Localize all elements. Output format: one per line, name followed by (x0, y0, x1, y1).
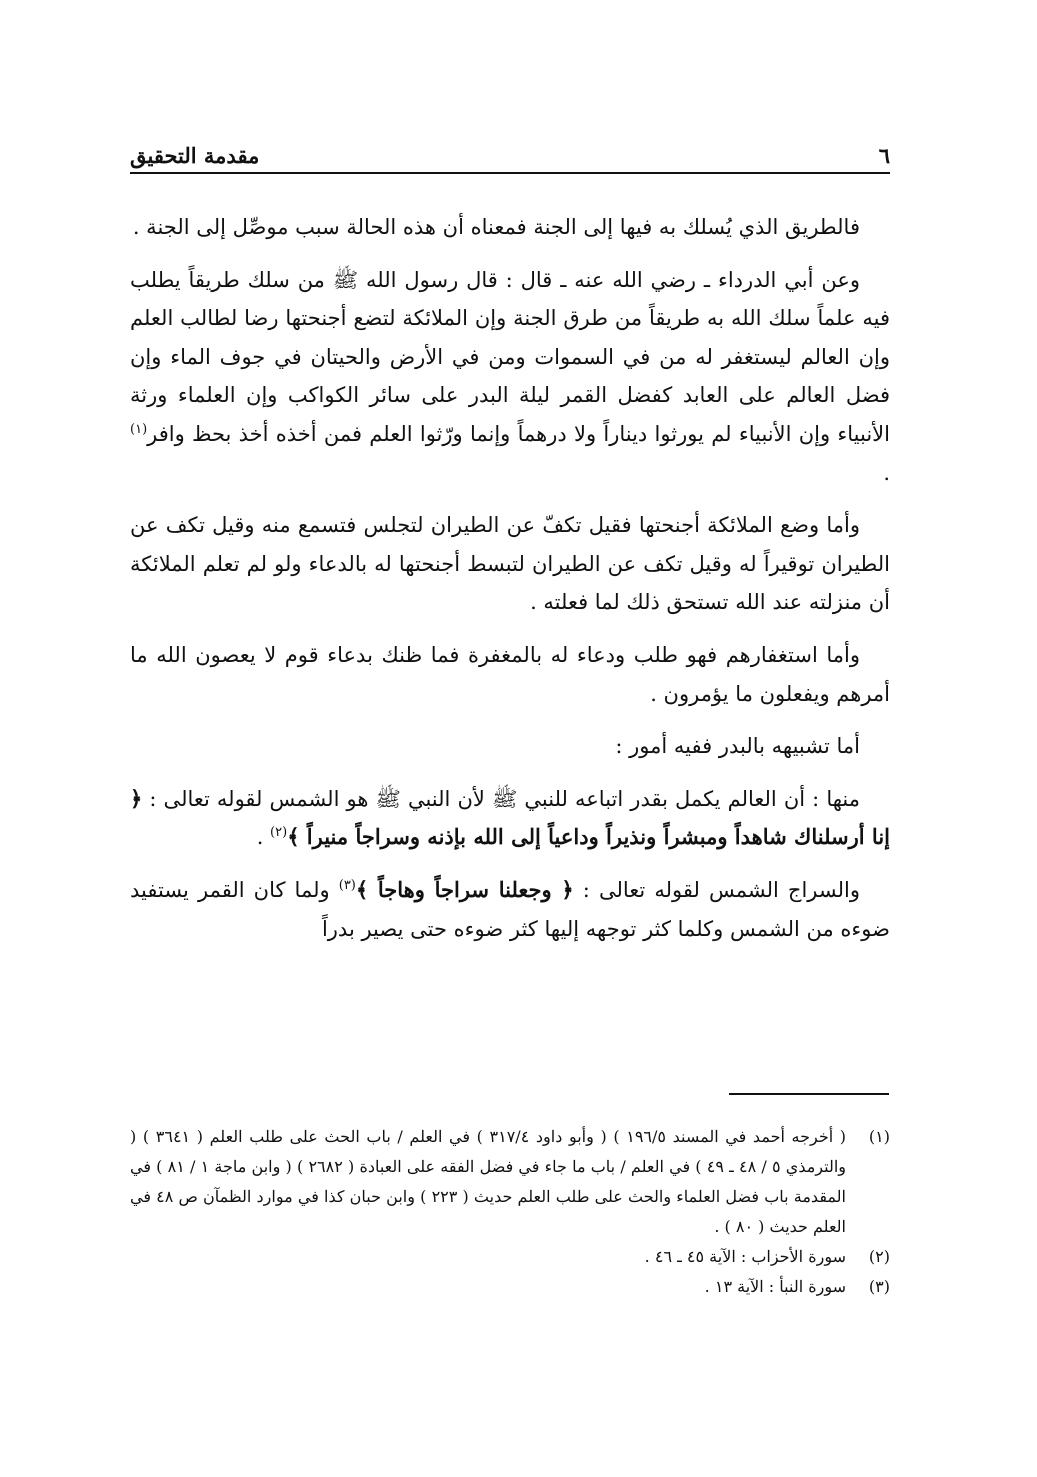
page-number: ٦ (878, 143, 890, 168)
paragraph: أما تشبيهه بالبدر ففيه أمور : (615, 734, 860, 759)
paragraph: وأما استغفارهم فهو طلب ودعاء له بالمغفرة فما ظنك بدعاء قوم لا يعصون الله ما أمرهم ويفعلون ما يؤمرون . (130, 642, 890, 706)
paragraph: فالطريق الذي يُسلك به فيها إلى الجنة فمعناه أن هذه الحالة سبب موصِّل إلى الجنة . (132, 215, 860, 239)
footnote-ref[interactable]: (١) (130, 421, 148, 437)
page-header (130, 134, 890, 168)
footnote-item (130, 1242, 890, 1272)
quran-quote: ﴿ إنا أرسلناك شاهداً ومبشراً ونذيراً وداعياً إلى الله بإذنه وسراجاً منيراً ﴾ (130, 785, 890, 850)
footnote-number: (٢) (868, 1247, 890, 1266)
paragraph: والسراج الشمس لقوله تعالى : ﴿ وجعلنا سراجاً وهاجاً ﴾$^{(٣)}$ ولما كان القمر يستفيد ضوءه من الشمس وكلما كثر توجهه إليها كثر ضوءه حتى يصير بدراً (130, 876, 890, 941)
footnote-item (130, 1122, 890, 1242)
paragraph: وأما وضع الملائكة أجنحتها فقيل تكفّ عن الطيران لتجلس فتسمع منه وقيل تكف عن الطيران توقيراً له وقيل تكف عن الطيران لتبسط أجنحتها له بالدعاء ولو لم تعلم الملائكة أن منزلته عند الله تستحق ذلك لما فعلته . (130, 513, 890, 615)
running-title: مقدمة التحقيق (130, 143, 260, 168)
footnote-number: (٣) (868, 1277, 890, 1296)
footnote-item (130, 1272, 890, 1302)
footnote-text: ( أخرجه أحمد في المسند ١٩٦/٥ ) ( وأبو داود ٣١٧/٤ ) في العلم / باب الحث على طلب العلم ( ٣٦٤١ ) ( والترمذي ٥ / ٤٨ ـ ٤٩ ) في العلم / باب ما جاء في فضل الفقه على العبادة ( ٢٦٨٢ ) ( وابن ماجة ١ / ٨١ ) في المقدمة باب فضل العلماء والحث على طلب العلم حديث ( ٢٢٣ ) وابن حبان كذا في موارد الظمآن ص ٤٨ في العلم حديث ( ٨٠ ) . (130, 1127, 847, 1236)
main-text (130, 208, 890, 962)
footnote-text: سورة الأحزاب : الآية ٤٥ ـ ٤٦ . (644, 1247, 846, 1266)
footnotes (130, 1122, 890, 1302)
quran-quote: ﴿ وجعلنا سراجاً وهاجاً ﴾ (355, 876, 574, 902)
footnote-text: سورة النبأ : الآية ١٣ . (704, 1277, 846, 1296)
footnote-divider (729, 1093, 889, 1095)
header-divider (130, 172, 890, 174)
paragraph: وعن أبي الدرداء ـ رضي الله عنه ـ قال : قال رسول الله ﷺ من سلك طريقاً يطلب فيه علماً سلك الله به طريقاً من طرق الجنة وإن الملائكة لتضع أجنحتها رضا لطالب العلم وإن العالم ليستغفر له من في السموات ومن في الأرض والحيتان في جوف الماء وإن فضل العالم على العابد كفضل القمر ليلة البدر على سائر الكواكب وإن العلماء ورثة الأنبياء وإن الأنبياء لم يورثوا ديناراً ولا درهماً وإنما ورّثوا العلم فمن أخذه أخذ بحظ وافر$^{(١)}$ . (130, 267, 890, 485)
footnote-ref[interactable]: (٣) (338, 877, 356, 893)
footnote-ref[interactable]: (٢) (270, 825, 288, 841)
paragraph: منها : أن العالم يكمل بقدر اتباعه للنبي ﷺ لأن النبي ﷺ هو الشمس لقوله تعالى : ﴿ إنا أرسلناك شاهداً ومبشراً ونذيراً وداعياً إلى الله بإذنه وسراجاً منيراً ﴾$^{(٢)}$ . (130, 785, 890, 850)
footnote-number: (١) (868, 1127, 890, 1146)
